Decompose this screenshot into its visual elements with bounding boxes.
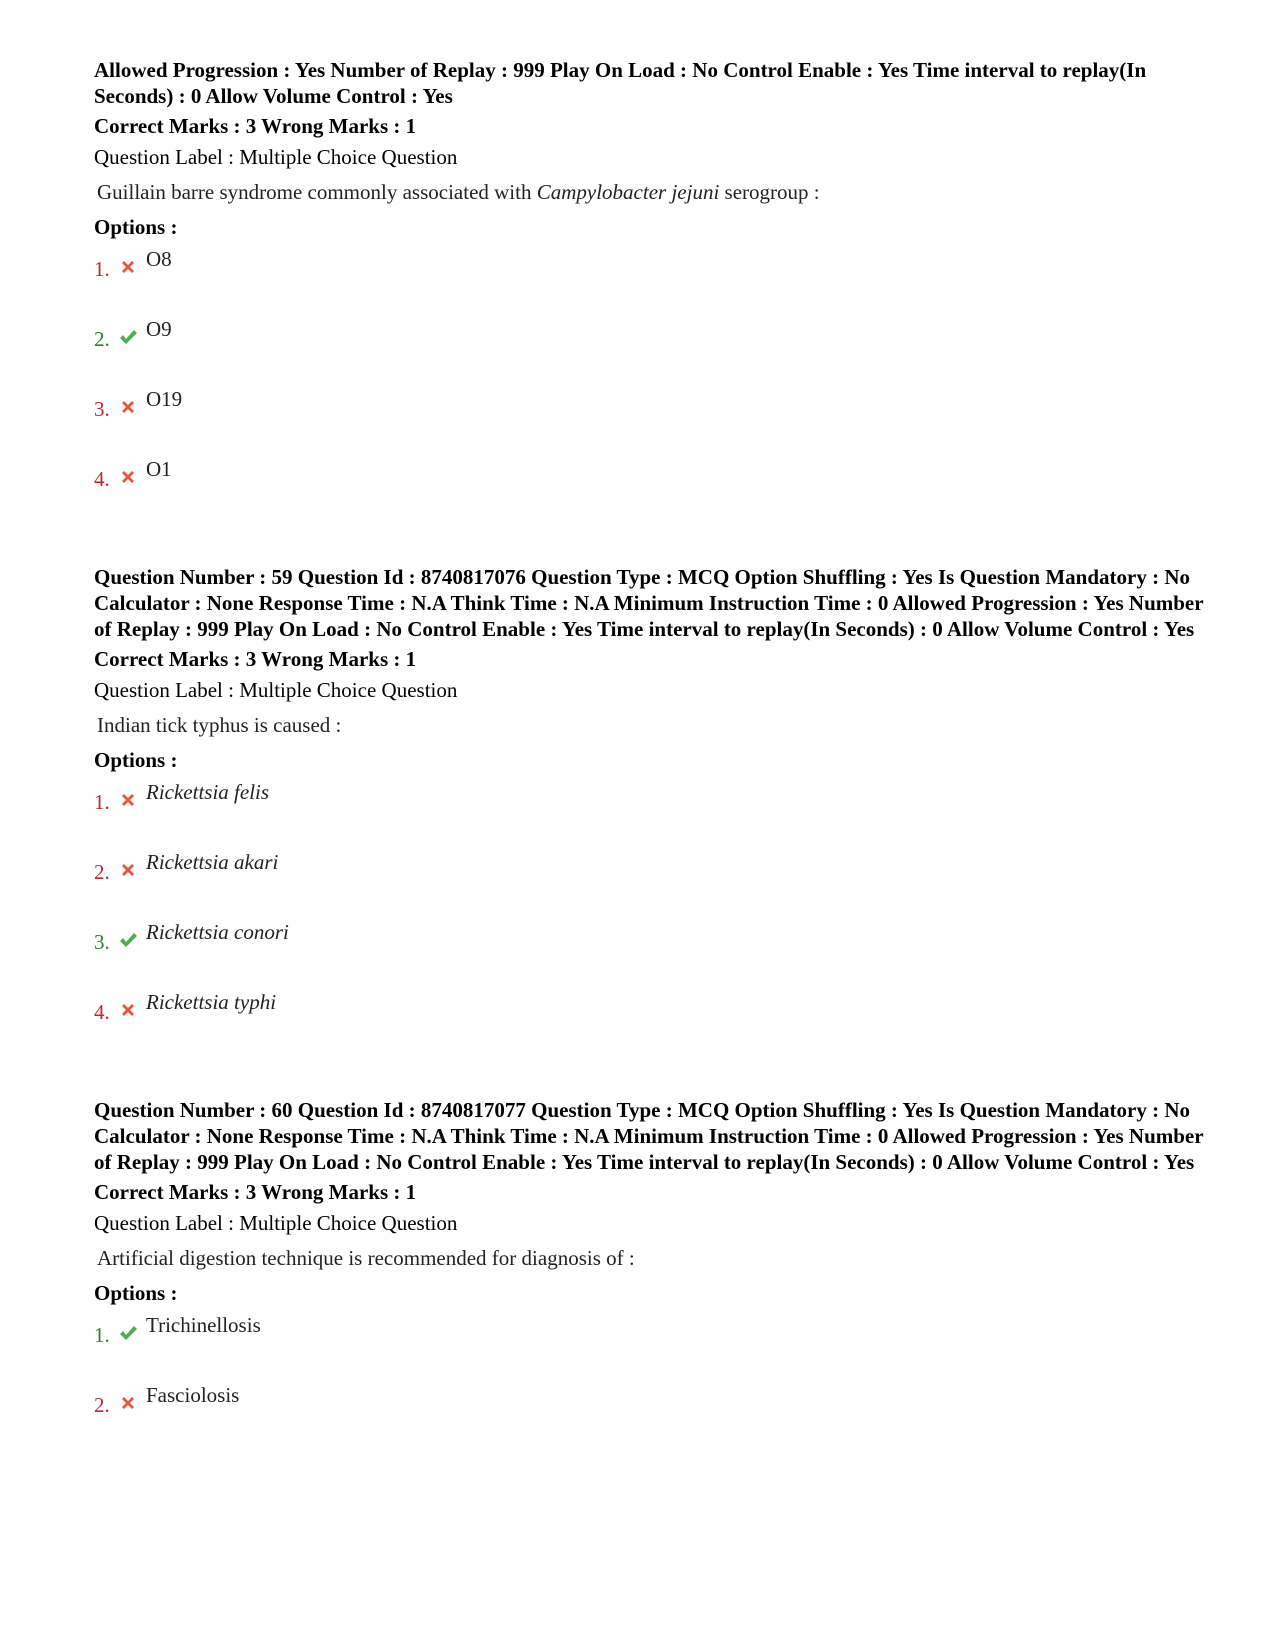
option-text: O9 xyxy=(146,317,172,341)
question-marks: Correct Marks : 3 Wrong Marks : 1 xyxy=(94,647,417,671)
question-text: Artificial digestion technique is recommended for diagnosis of : xyxy=(97,1246,635,1270)
check-icon xyxy=(119,1324,137,1342)
options-title: Options : xyxy=(94,748,178,772)
document-page xyxy=(94,57,1204,1446)
option-text: Rickettsia conori xyxy=(146,920,289,944)
option-number: 2. xyxy=(94,860,110,884)
option-number: 2. xyxy=(94,1393,110,1417)
option-number: 1. xyxy=(94,257,110,281)
cross-icon xyxy=(119,861,137,879)
option-item xyxy=(94,310,1204,380)
option-item xyxy=(94,380,1204,450)
cross-icon xyxy=(119,258,137,276)
option-number: 4. xyxy=(94,467,110,491)
question-marks: Correct Marks : 3 Wrong Marks : 1 xyxy=(94,1180,417,1204)
option-text: Trichinellosis xyxy=(146,1313,261,1337)
option-item xyxy=(94,773,1204,843)
question-text: Guillain barre syndrome commonly associated with Campylobacter jejuni serogroup : xyxy=(97,180,820,204)
options-list xyxy=(94,1306,1204,1446)
cross-icon xyxy=(119,791,137,809)
option-text: Fasciolosis xyxy=(146,1383,240,1407)
question-meta: Allowed Progression : Yes Number of Replay : 999 Play On Load : No Control Enable : Yes Time interval to replay(In Seconds) : 0 Allow Volume Control : Yes xyxy=(94,58,1147,108)
organism-name: Campylobacter jejuni xyxy=(536,180,720,204)
question-text: Indian tick typhus is caused : xyxy=(97,713,342,737)
question-58 xyxy=(94,57,1204,520)
option-text: O19 xyxy=(146,387,183,411)
option-text: Rickettsia felis xyxy=(146,780,270,804)
question-meta: Question Number : 59 Question Id : 8740817076 Question Type : MCQ Option Shuffling : Yes Is Question Mandatory : No Calculator : None Response Time : N.A Think Time : N.A Minimum Instruction Time : 0 Allowed Progression : Yes Number of Replay : 999 Play On Load : No Control Enable : Yes Time interval to replay(In Seconds) : 0 Allow Volume Control : Yes xyxy=(94,565,1204,641)
option-item xyxy=(94,913,1204,983)
option-text: Rickettsia typhi xyxy=(146,990,277,1014)
option-text: Rickettsia akari xyxy=(146,850,279,874)
question-label: Question Label : Multiple Choice Question xyxy=(94,145,458,169)
question-marks: Correct Marks : 3 Wrong Marks : 1 xyxy=(94,114,417,138)
cross-icon xyxy=(119,1001,137,1019)
options-title: Options : xyxy=(94,1281,178,1305)
question-59 xyxy=(94,564,1204,1053)
question-label: Question Label : Multiple Choice Question xyxy=(94,678,458,702)
question-meta: Question Number : 60 Question Id : 8740817077 Question Type : MCQ Option Shuffling : Yes Is Question Mandatory : No Calculator : None Response Time : N.A Think Time : N.A Minimum Instruction Time : 0 Allowed Progression : Yes Number of Replay : 999 Play On Load : No Control Enable : Yes Time interval to replay(In Seconds) : 0 Allow Volume Control : Yes xyxy=(94,1098,1204,1174)
option-number: 1. xyxy=(94,790,110,814)
options-list xyxy=(94,240,1204,520)
option-text: O1 xyxy=(146,457,172,481)
options-list xyxy=(94,773,1204,1053)
option-item xyxy=(94,240,1204,310)
option-item xyxy=(94,1376,1204,1446)
option-item xyxy=(94,1306,1204,1376)
check-icon xyxy=(119,328,137,346)
option-item xyxy=(94,843,1204,913)
check-icon xyxy=(119,931,137,949)
option-item xyxy=(94,450,1204,520)
option-number: 4. xyxy=(94,1000,110,1024)
option-number: 3. xyxy=(94,397,110,421)
option-number: 1. xyxy=(94,1323,110,1347)
option-number: 2. xyxy=(94,327,110,351)
cross-icon xyxy=(119,468,137,486)
cross-icon xyxy=(119,1394,137,1412)
cross-icon xyxy=(119,398,137,416)
question-60 xyxy=(94,1097,1204,1446)
option-number: 3. xyxy=(94,930,110,954)
question-label: Question Label : Multiple Choice Question xyxy=(94,1211,458,1235)
options-title: Options : xyxy=(94,215,178,239)
option-item xyxy=(94,983,1204,1053)
option-text: O8 xyxy=(146,247,172,271)
